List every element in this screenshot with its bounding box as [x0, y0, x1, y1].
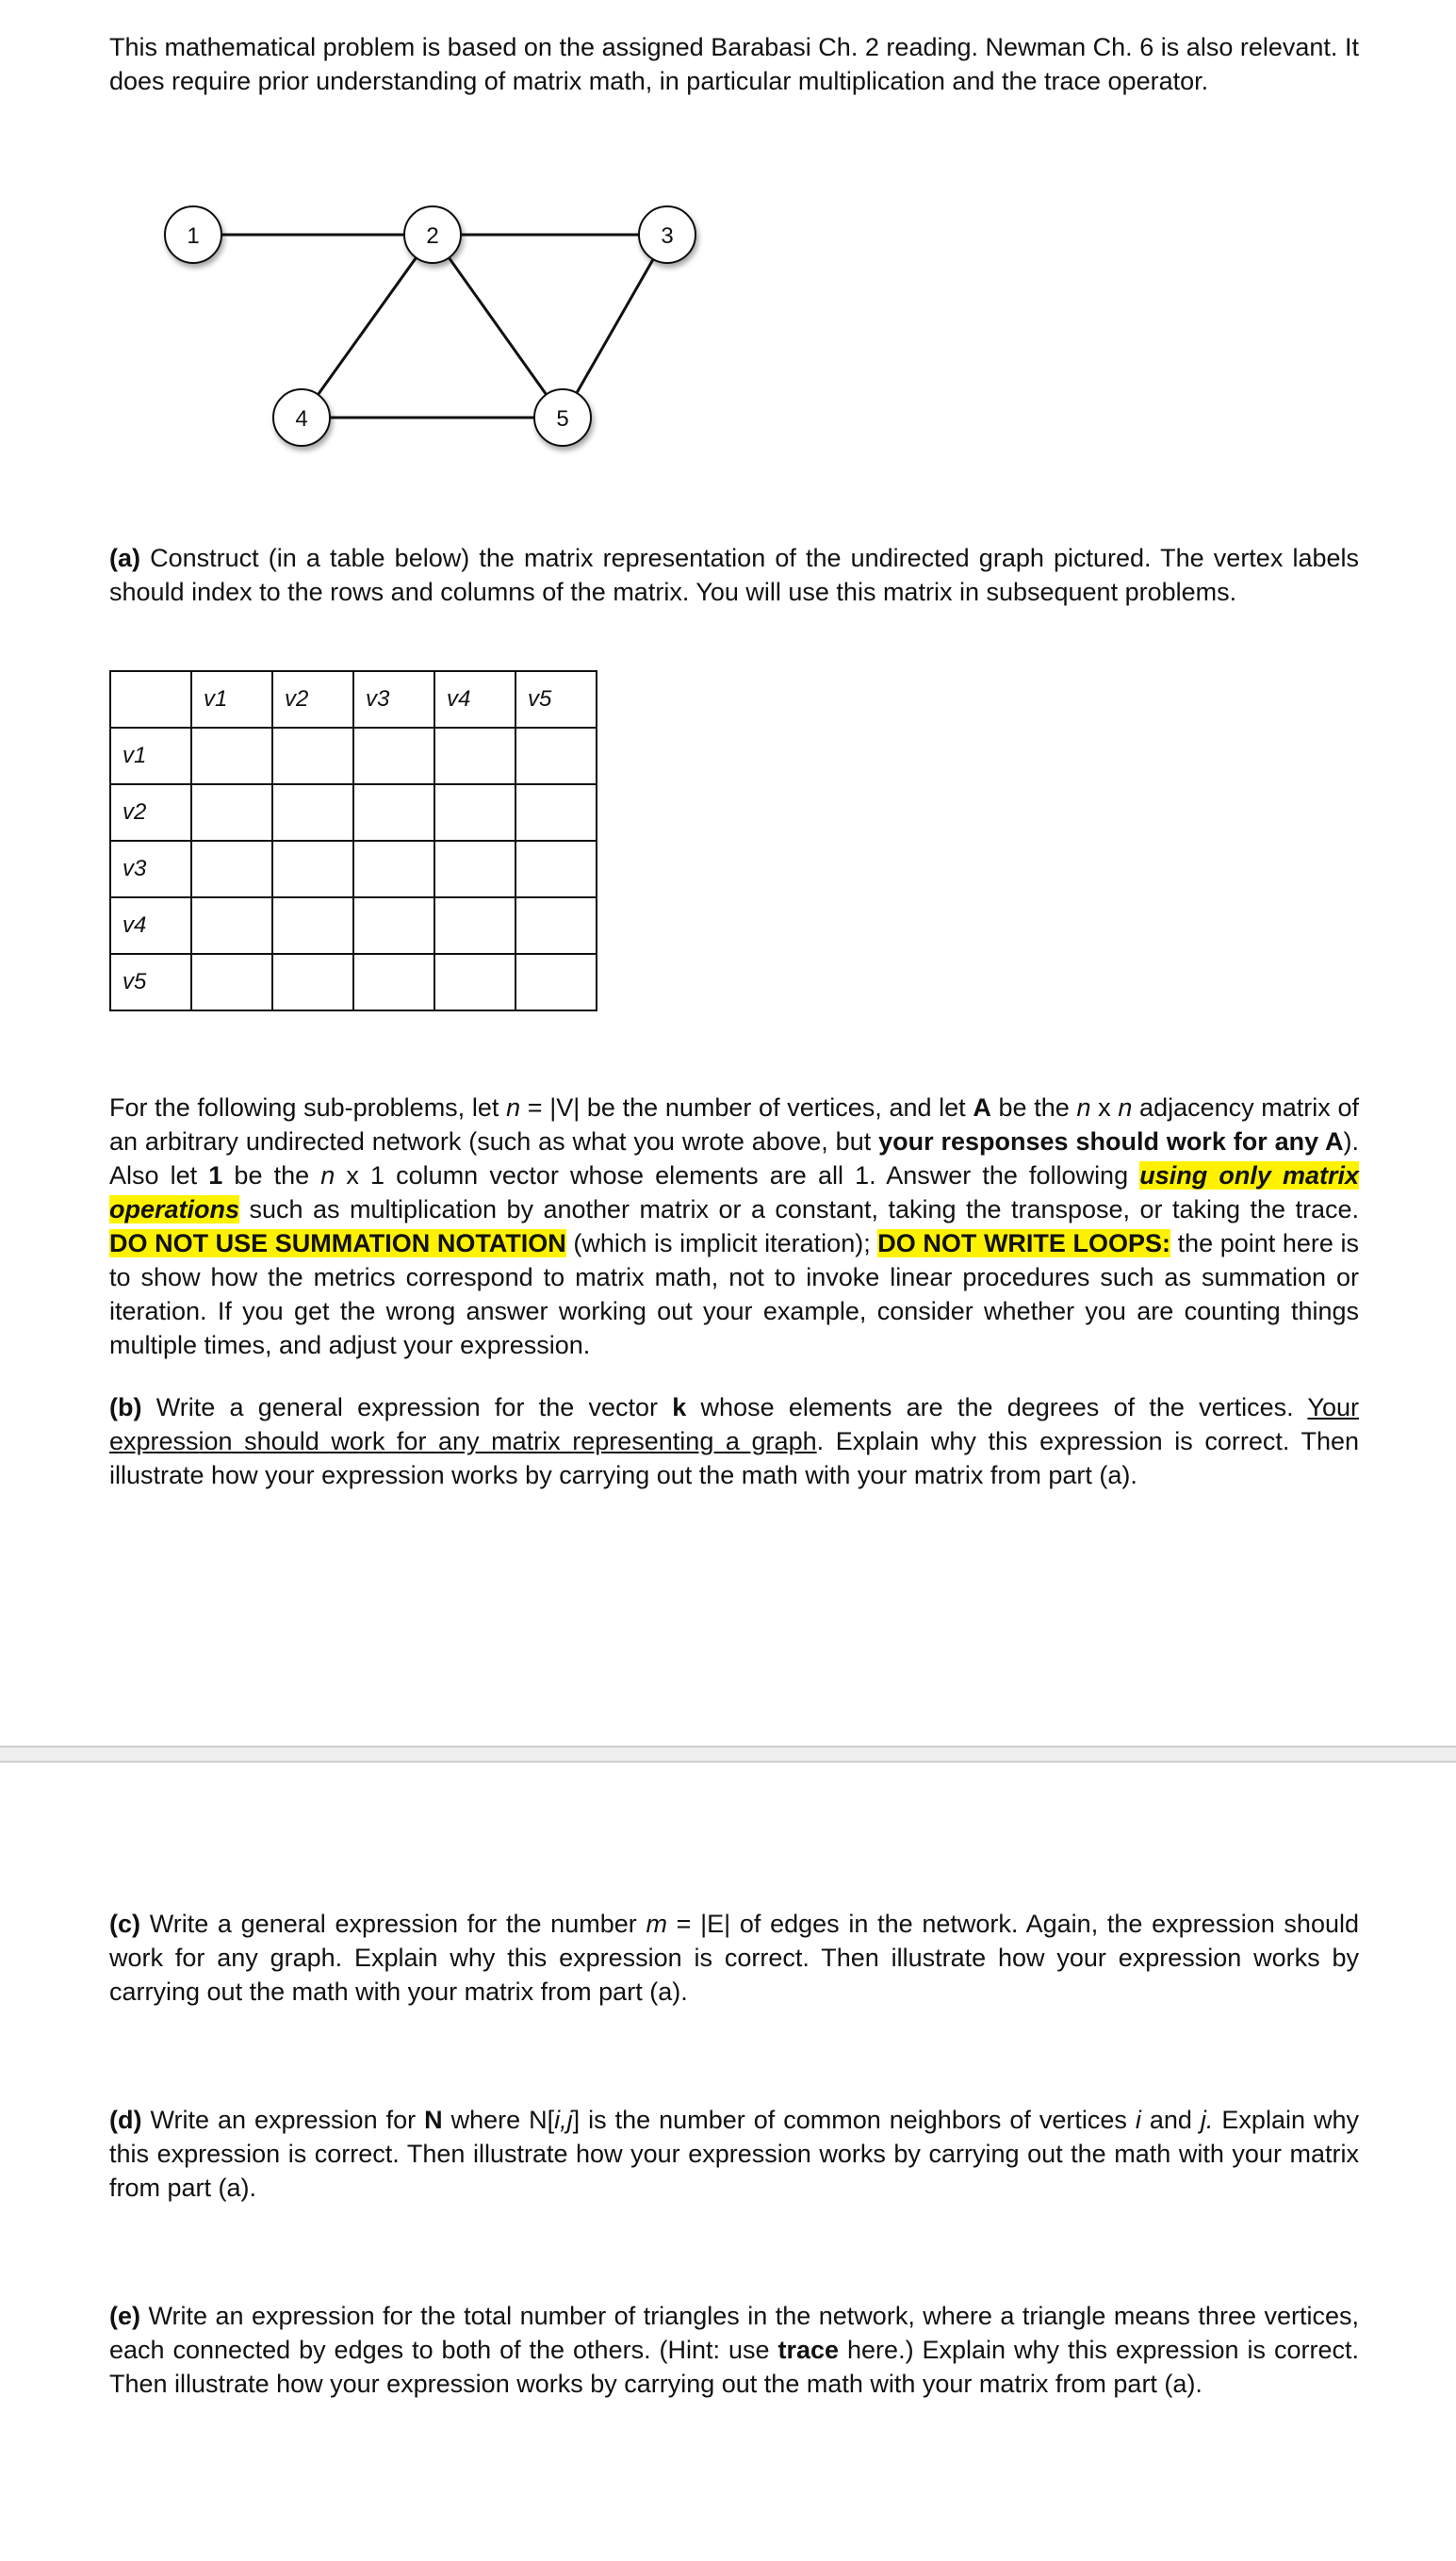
- edge-2-5: [433, 235, 563, 418]
- instr-text: adjacency matrix of an arbitrary undirected network (such as what you wrote above, but: [109, 1093, 1359, 1156]
- matrix-cell[interactable]: [272, 954, 353, 1010]
- col-header: v1: [191, 671, 272, 728]
- matrix-cell[interactable]: [434, 954, 515, 1010]
- part-c-text: = |E| of edges in the network. Again, the expression should work for any graph. Explain why this expression is correct. Then illustrate how your expression works by carrying out the math with your matrix from part (a).: [109, 1910, 1359, 2006]
- node-5: [534, 389, 591, 446]
- matrix-cell[interactable]: [515, 784, 597, 841]
- part-b-text: whose elements are the degrees of the vertices.: [686, 1393, 1308, 1421]
- instr-ones-vector: 1: [208, 1161, 223, 1190]
- matrix-cell[interactable]: [515, 954, 597, 1010]
- page-separator: [0, 1746, 1456, 1763]
- matrix-cell[interactable]: [191, 784, 272, 841]
- table-row: [110, 841, 597, 897]
- part-b-underlined: Your expression should work for any matrix representing a graph: [109, 1393, 1359, 1455]
- part-b-text: Write a general expression for the vector: [141, 1393, 673, 1421]
- instr-text: such as multiplication by another matrix or a constant, taking the transpose, or taking the trace.: [239, 1195, 1359, 1223]
- part-b-text: . Explain why this expression is correct. Then illustrate how your expression works by carrying out the math with your matrix from part (a).: [109, 1427, 1359, 1489]
- part-c-label: (c): [109, 1910, 140, 1938]
- table-row: [110, 897, 597, 954]
- part-e-label: (e): [109, 2302, 140, 2330]
- node-3: [639, 206, 695, 263]
- graph-figure: [0, 0, 773, 490]
- matrix-cell[interactable]: [191, 841, 272, 897]
- part-e-text: Write an expression for the total number of triangles in the network, where a triangle means three vertices, each connected by edges to both of the others. (Hint: use: [109, 2302, 1359, 2364]
- table-row: [110, 954, 597, 1010]
- part-e-trace-bold: trace: [777, 2336, 840, 2364]
- node-2: [404, 206, 461, 263]
- part-c-paragraph: [109, 1907, 1359, 2009]
- row-header: v5: [110, 954, 191, 1010]
- matrix-cell[interactable]: [515, 897, 597, 954]
- matrix-cell[interactable]: [272, 841, 353, 897]
- node-label: 5: [556, 406, 569, 432]
- part-d-var-ij: i,j: [554, 2106, 573, 2134]
- highlight-no-loops: DO NOT WRITE LOOPS:: [877, 1229, 1171, 1257]
- part-c-var-m: m: [646, 1910, 667, 1938]
- matrix-cell[interactable]: [272, 728, 353, 784]
- part-d-text: ] is the number of common neighbors of vertices: [572, 2106, 1136, 2134]
- matrix-cell[interactable]: [353, 897, 434, 954]
- matrix-cell[interactable]: [272, 784, 353, 841]
- adjacency-matrix-table: [109, 670, 597, 1011]
- matrix-cell[interactable]: [353, 728, 434, 784]
- col-header: v4: [434, 671, 515, 728]
- part-d-matrix-n: N: [424, 2106, 443, 2134]
- node-1: [165, 206, 221, 263]
- edge-2-4: [302, 235, 433, 418]
- instr-matrix-a: A: [973, 1093, 991, 1122]
- matrix-cell[interactable]: [353, 954, 434, 1010]
- part-d-var-j: j.: [1200, 2106, 1214, 2134]
- instr-text: be the: [990, 1093, 1077, 1122]
- part-a-paragraph: [109, 541, 1359, 609]
- part-d-text: and: [1140, 2106, 1201, 2134]
- instr-text: the point here is to show how the metrics correspond to matrix math, not to invoke linear procedures such as summation or iteration. If you get the wrong answer working out your example, consider whether you are counting things multiple times, and adjust your expression.: [109, 1229, 1359, 1359]
- matrix-cell[interactable]: [515, 841, 597, 897]
- table-row: [110, 784, 597, 841]
- instr-var-n: n: [1118, 1093, 1133, 1122]
- instructions-paragraph: [109, 1091, 1359, 1362]
- part-d-paragraph: [109, 2103, 1359, 2205]
- part-a-label: (a): [109, 544, 140, 572]
- matrix-cell[interactable]: [353, 841, 434, 897]
- node-label: 2: [426, 223, 439, 249]
- table-row: [110, 728, 597, 784]
- instr-var-n: n: [506, 1093, 521, 1122]
- part-c-text: Write a general expression for the number: [140, 1910, 646, 1938]
- row-header: v4: [110, 897, 191, 954]
- document-page-2: [0, 1763, 1456, 2561]
- part-e-text: here.) Explain why this expression is correct. Then illustrate how your expression works by carrying out the math with your matrix from part (a).: [109, 2336, 1359, 2398]
- part-a-text: Construct (in a table below) the matrix representation of the undirected graph pictured. The vertex labels should index to the rows and columns of the matrix. You will use this matrix in subsequent problems.: [109, 544, 1359, 606]
- matrix-cell[interactable]: [272, 897, 353, 954]
- part-d-var-i: i: [1135, 2106, 1141, 2134]
- part-b-paragraph: [109, 1390, 1359, 1492]
- highlight-no-summation: DO NOT USE SUMMATION NOTATION: [109, 1229, 566, 1257]
- instr-text: be the: [222, 1161, 321, 1190]
- col-header: v3: [353, 671, 434, 728]
- matrix-cell[interactable]: [434, 784, 515, 841]
- row-header: v1: [110, 728, 191, 784]
- matrix-cell[interactable]: [191, 897, 272, 954]
- corner-cell: [110, 671, 191, 728]
- instr-var-n: n: [320, 1161, 335, 1190]
- part-b-label: (b): [109, 1393, 142, 1421]
- part-d-text: Explain why this expression is correct. Then illustrate how your expression works by carrying out the math with your matrix from part (a).: [109, 2106, 1359, 2202]
- part-e-paragraph: [109, 2299, 1359, 2401]
- part-d-label: (d): [109, 2106, 142, 2134]
- part-b-vector-k: k: [672, 1393, 687, 1421]
- matrix-cell[interactable]: [434, 728, 515, 784]
- part-d-text: Write an expression for: [141, 2106, 425, 2134]
- intro-paragraph: This mathematical problem is based on the assigned Barabasi Ch. 2 reading. Newman Ch. 6 is also relevant. It does require prior understanding of matrix math, in particular multiplication and the trace operator.: [109, 33, 1359, 95]
- node-label: 4: [295, 406, 308, 432]
- matrix-cell[interactable]: [434, 841, 515, 897]
- instr-text: (which is implicit iteration);: [565, 1229, 878, 1257]
- table-header-row: [110, 671, 597, 728]
- node-4: [273, 389, 330, 446]
- instr-text: ). Also let: [109, 1127, 1359, 1190]
- matrix-cell[interactable]: [191, 954, 272, 1010]
- node-label: 3: [661, 223, 674, 249]
- row-header: v2: [110, 784, 191, 841]
- instr-var-n: n: [1076, 1093, 1091, 1122]
- edge-3-5: [563, 235, 667, 418]
- instr-text: For the following sub-problems, let: [109, 1093, 507, 1122]
- matrix-cell[interactable]: [353, 784, 434, 841]
- instr-text: = |V| be the number of vertices, and let: [520, 1093, 973, 1122]
- matrix-cell[interactable]: [191, 728, 272, 784]
- instr-text: x: [1090, 1093, 1119, 1122]
- matrix-cell[interactable]: [515, 728, 597, 784]
- col-header: v5: [515, 671, 597, 728]
- row-header: v3: [110, 841, 191, 897]
- col-header: v2: [272, 671, 353, 728]
- instr-bold-any: your responses should work for any A: [878, 1127, 1344, 1156]
- matrix-cell[interactable]: [434, 897, 515, 954]
- instr-text: x 1 column vector whose elements are all 1. Answer the following: [335, 1161, 1140, 1190]
- node-label: 1: [187, 223, 200, 249]
- highlight-matrix-operations: using only matrix operations: [109, 1161, 1359, 1223]
- part-d-text: where N[: [442, 2106, 555, 2134]
